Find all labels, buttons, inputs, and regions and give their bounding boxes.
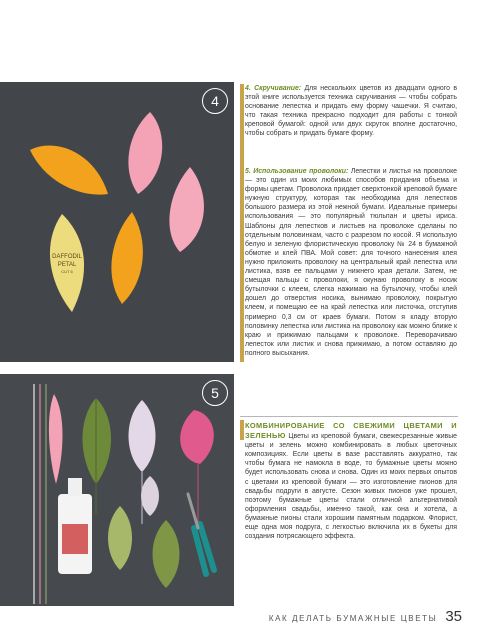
wire-text: Лепестки и листья на проволоке — это один из моих любимых способов придания объема и формы цветам. Проволока придает сверхтонкой креповой бумаге нужную структуру, которая так необходима для лепестков большого размера из этой нежной бумаги. Идеальные примеры использования — это популярный тюльпан и цветы ириса. Шаблоны для лепестков и листьев на проволоке сделаны по отдельным половинкам, часто с разрезом по косой. Я использую белую и зеленую флористическую проволоку № 24 в бумажной обмотке и клей ПВА. Мой совет: для точного нанесения клея нужно приложить проволоку на центральный край лепестка или листика, взяв ее пальцами у нижнего края детали. Затем, не смещая пальцы с проволоки, я окунаю проволоку в носик бутылочки с клеем, слегка нажимаю на бутылочку, чтобы клей дошел до отверстия носика, вынимаю проволоку, покрытую клеем, и помещаю ее на край лепестка или листочка, отступив примерно 0,3 см от краев бумаги. Потом я кладу вторую половинку лепестка или листика на проволоку как можно ближе к краю и прижимаю пальцами к проволоке. Переворачиваю лепесток или листик и снова прижимаю, а потом оставляю до полного высыхания. [245, 168, 457, 357]
page-footer [269, 608, 462, 625]
template-label: CUT 6 [61, 269, 73, 274]
step-4-photo [0, 82, 234, 362]
combining-section [245, 421, 457, 541]
step-5-photo [0, 374, 234, 606]
twisting-paragraph [245, 84, 457, 139]
accent-rule [240, 420, 244, 440]
page-number: 35 [445, 608, 462, 625]
book-title: КАК ДЕЛАТЬ БУМАЖНЫЕ ЦВЕТЫ [268, 614, 438, 623]
wire-paragraph [245, 167, 457, 358]
twisting-lead: 4. Скручивание: [245, 85, 302, 92]
wired-petals-illustration [0, 374, 234, 606]
template-label: DAFFODIL [52, 254, 82, 260]
petal-illustration [0, 82, 234, 362]
step-number-badge: 4 [202, 88, 228, 114]
wire-lead: 5. Использование проволоки: [245, 168, 349, 175]
accent-rule [240, 84, 244, 362]
combining-text: Цветы из креповой бумаги, свежесрезанные живые цветы и зелень можно комбинировать в любых цветочных композициях. Если цветы в вазе расставлять аккуратно, так чтобы бумага не намокла в воде, то бумажные цветы можно будет использовать снова и снова. Один из моих первых опытов с цветами из креповой бумаги — это изготовление пионов для свадьбы подруги в августе. Сезон живых пионов уже прошел, поэтому бумажные цветы стали отличной альтернативой оформления свадьбы, именно такой, как она и хотела, а бумажные пионы стали хорошим памятным подарком. Флорист, еще одна моя подруга, с легкостью включила их в букеты для создания потрясающего эффекта. [245, 433, 457, 541]
step-number-badge: 5 [202, 380, 228, 406]
twisting-text: Для нескольких цветов из двадцати одного в этой книге используется техника скручивания — чтобы собрать основание лепестка и придать ему форму чашечки. Я считаю, что такая техника прекрасно подходит для работы с тонкой креповой бумагой: одной или двух скруток вполне достаточно, чтобы собрать и придать бумаге форму. [245, 85, 457, 138]
template-label: PETAL [57, 262, 77, 268]
section-divider [240, 416, 458, 417]
combining-title: КОМБИНИРОВАНИЕ СО СВЕЖИМИ ЦВЕТАМИ И ЗЕЛЕНЬЮ [245, 421, 457, 441]
